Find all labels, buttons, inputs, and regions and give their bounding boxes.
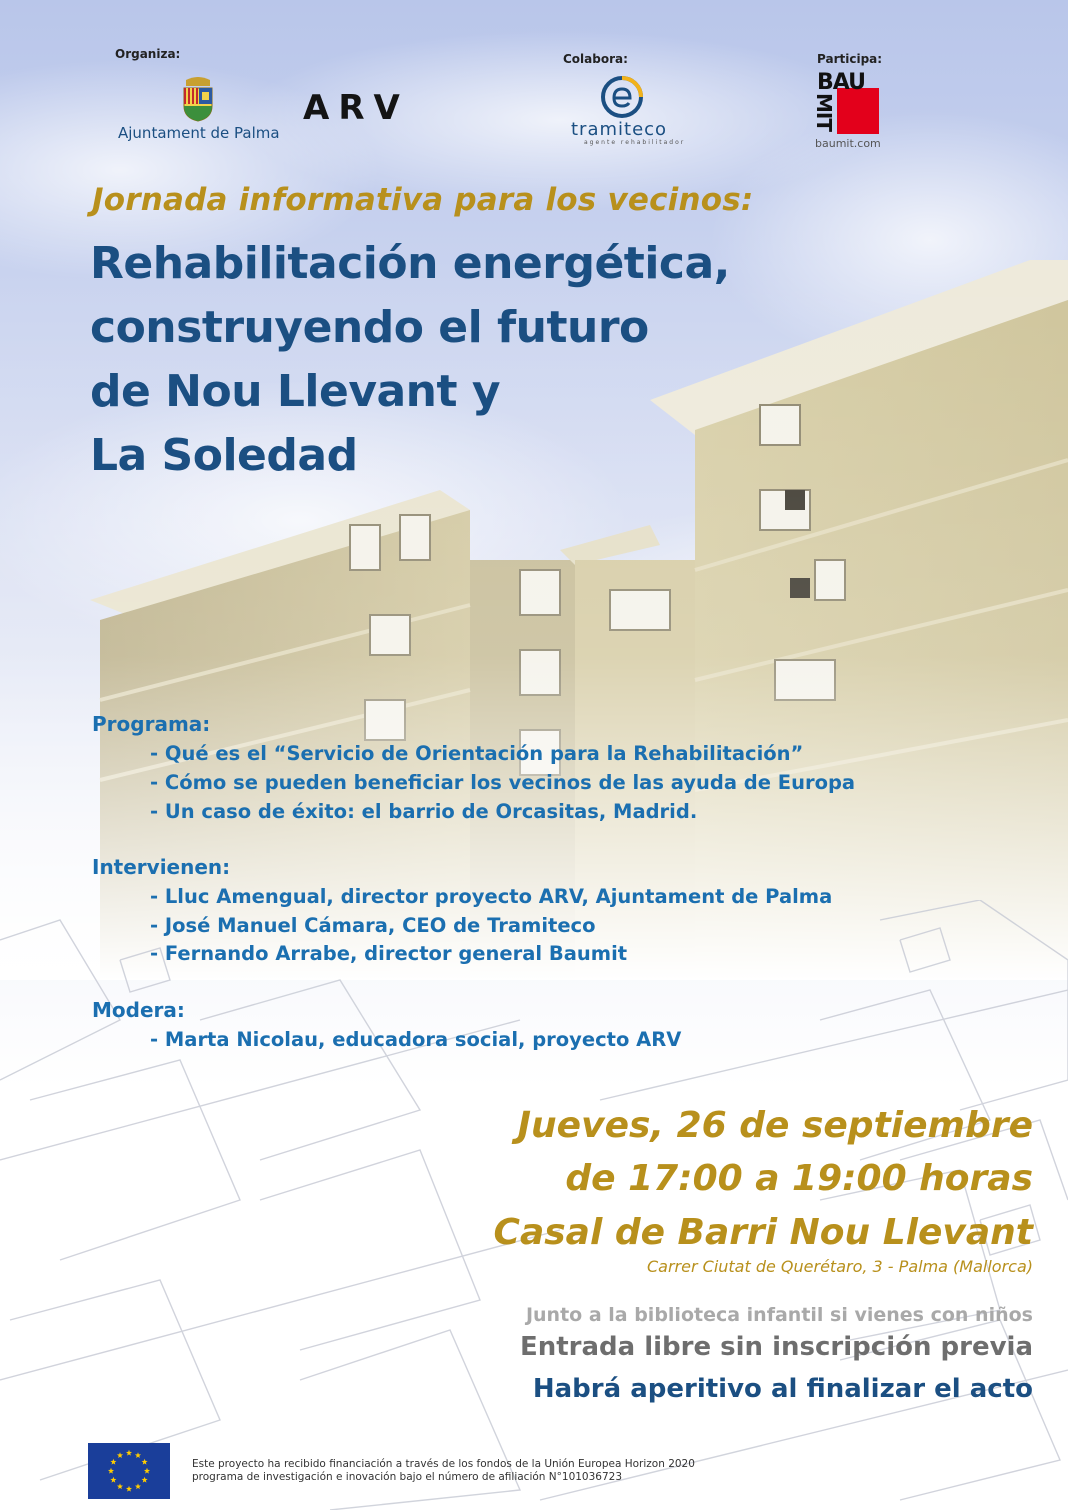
event-subtitle: Jornada informativa para los vecinos: xyxy=(92,182,754,218)
tramiteco-tagline: agente rehabilitador xyxy=(584,139,686,146)
coat-of-arms-icon xyxy=(178,76,218,122)
program-item: - Qué es el “Servicio de Orientación para la Rehabilitación” xyxy=(150,742,804,765)
program-item: - Un caso de éxito: el barrio de Orcasitas, Madrid. xyxy=(150,800,698,823)
baumit-url: baumit.com xyxy=(815,137,881,150)
event-address: Carrer Ciutat de Querétaro, 3 - Palma (Mallorca) xyxy=(647,1257,1033,1276)
speaker-item: - Fernando Arrabe, director general Baumit xyxy=(150,942,628,965)
aperitif-note: Habrá aperitivo al finalizar el acto xyxy=(532,1374,1033,1404)
colabora-label: Colabora: xyxy=(563,52,628,66)
entry-note: Entrada libre sin inscripción previa xyxy=(519,1332,1033,1362)
speaker-item: - Lluc Amengual, director proyecto ARV, Ajuntament de Palma xyxy=(150,885,833,908)
event-title xyxy=(90,232,730,488)
eu-flag-icon xyxy=(88,1443,170,1499)
title-line: Rehabilitación energética, xyxy=(90,238,730,289)
event-venue: Casal de Barri Nou Llevant xyxy=(493,1212,1033,1253)
event-time: de 17:00 a 19:00 horas xyxy=(565,1158,1033,1199)
participa-label: Participa: xyxy=(817,52,883,66)
title-line: La Soledad xyxy=(90,430,358,481)
speaker-item: - José Manuel Cámara, CEO de Tramiteco xyxy=(150,914,596,937)
funding-line: programa de investigación e inovación bajo el número de afiliación N°101036723 xyxy=(192,1471,623,1483)
baumit-logo-side: MIT xyxy=(812,93,836,131)
baumit-logo-icon xyxy=(812,70,879,134)
moderator-title: Modera: xyxy=(92,998,185,1022)
tramiteco-name: tramiteco xyxy=(571,119,668,140)
funding-line: Este proyecto ha recibido financiación a través de los fondos de la Unión Europea Horizon 2020 xyxy=(192,1458,695,1470)
program-title: Programa: xyxy=(92,712,211,736)
tramiteco-logo-icon xyxy=(598,74,646,120)
title-line: de Nou Llevant y xyxy=(90,366,501,417)
city-blueprint-background xyxy=(0,900,1068,1510)
title-line: construyendo el futuro xyxy=(90,302,649,353)
funding-notice xyxy=(192,1458,695,1484)
baumit-logo-top: BAU xyxy=(817,70,865,95)
program-item: - Cómo se pueden beneficiar los vecinos de las ayuda de Europa xyxy=(150,771,856,794)
children-note: Junto a la biblioteca infantil si vienes con niños xyxy=(525,1304,1033,1326)
speakers-title: Intervienen: xyxy=(92,855,231,879)
ajuntament-name: Ajuntament de Palma xyxy=(118,124,280,142)
moderator-item: - Marta Nicolau, educadora social, proyecto ARV xyxy=(150,1028,682,1051)
arv-logo: ARV xyxy=(303,88,409,128)
organiza-label: Organiza: xyxy=(115,47,181,61)
event-date: Jueves, 26 de septiembre xyxy=(517,1105,1033,1146)
